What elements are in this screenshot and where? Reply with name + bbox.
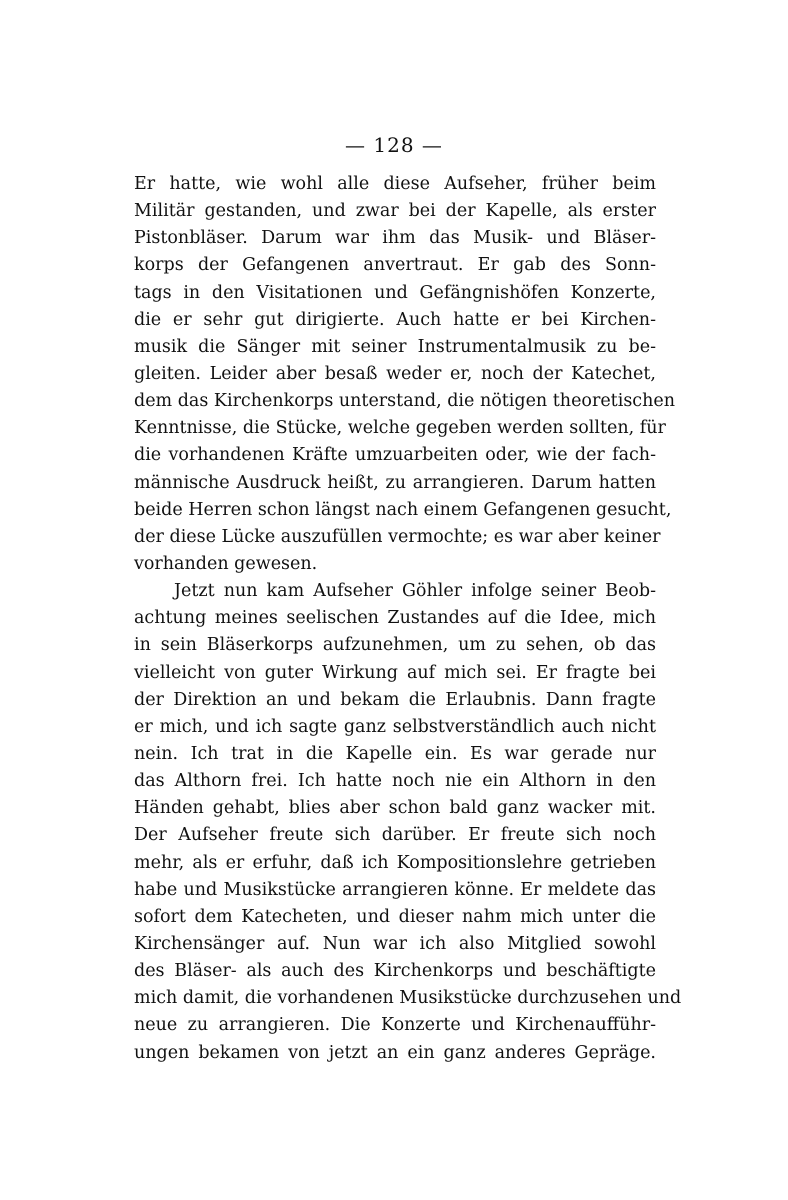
text-line: er mich, und ich sagte ganz selbstverständlich auch nicht xyxy=(134,716,656,737)
text-line: Militär gestanden, und zwar bei der Kapelle, als erster xyxy=(134,201,656,222)
text-line: in sein Bläserkorps aufzunehmen, um zu sehen, ob das xyxy=(134,635,656,656)
text-line: achtung meines seelischen Zustandes auf die Idee, mich xyxy=(134,608,656,629)
text-line: vielleicht von guter Wirkung auf mich sei. Er fragte bei xyxy=(134,662,656,683)
text-line: vorhanden gewesen. xyxy=(134,553,318,574)
text-line: mehr, als er erfuhr, daß ich Kompositionslehre getrieben xyxy=(134,852,656,873)
text-line: sofort dem Katecheten, und dieser nahm mich unter die xyxy=(134,906,656,927)
text-line: Kirchensänger auf. Nun war ich also Mitglied sowohl xyxy=(134,933,656,954)
text-line: nein. Ich trat in die Kapelle ein. Es war gerade nur xyxy=(134,743,656,764)
paragraph xyxy=(134,171,675,578)
text-line: ungen bekamen von jetzt an ein ganz anderes Gepräge. xyxy=(134,1042,656,1063)
text-line: dem das Kirchenkorps unterstand, die nötigen theoretischen xyxy=(134,391,675,412)
text-line: die er sehr gut dirigierte. Auch hatte er bei Kirchen- xyxy=(134,309,656,330)
text-line: Er hatte, wie wohl alle diese Aufseher, früher beim xyxy=(134,174,656,194)
text-line: habe und Musikstücke arrangieren könne. Er meldete das xyxy=(134,879,656,900)
text-line: Pistonbläser. Darum war ihm das Musik- und Bläser- xyxy=(134,228,656,249)
page-number: — 128 — xyxy=(345,133,443,157)
text-line: tags in den Visitationen und Gefängnishöfen Konzerte, xyxy=(134,282,656,303)
text-line: neue zu arrangieren. Die Konzerte und Kirchenaufführ- xyxy=(134,1015,656,1036)
paragraph xyxy=(134,578,682,1067)
text-line: der Direktion an und bekam die Erlaubnis. Dann fragte xyxy=(134,689,656,710)
text-line: mich damit, die vorhandenen Musikstücke durchzusehen und xyxy=(134,988,682,1009)
text-line: korps der Gefangenen anvertraut. Er gab des Sonn- xyxy=(134,255,656,276)
text-line: das Althorn frei. Ich hatte noch nie ein Althorn in den xyxy=(134,771,656,792)
text-line: Kenntnisse, die Stücke, welche gegeben werden sollten, für xyxy=(134,418,666,439)
text-line: beide Herren schon längst nach einem Gefangenen gesucht, xyxy=(134,499,672,520)
body-text xyxy=(134,171,682,1067)
text-line: musik die Sänger mit seiner Instrumentalmusik zu be- xyxy=(134,336,656,357)
text-line: männische Ausdruck heißt, zu arrangieren. Darum hatten xyxy=(134,472,656,493)
text-line: Der Aufseher freute sich darüber. Er freute sich noch xyxy=(134,825,656,846)
text-line: Händen gehabt, blies aber schon bald ganz wacker mit. xyxy=(134,798,656,819)
text-line: gleiten. Leider aber besaß weder er, noch der Katechet, xyxy=(134,363,656,384)
text-line: die vorhandenen Kräfte umzuarbeiten oder, wie der fach- xyxy=(134,445,656,466)
text-line: der diese Lücke auszufüllen vermochte; es war aber keiner xyxy=(134,526,661,547)
text-line: des Bläser- als auch des Kirchenkorps und beschäftigte xyxy=(134,961,656,982)
text-line: Jetzt nun kam Aufseher Göhler infolge seiner Beob- xyxy=(174,581,656,602)
